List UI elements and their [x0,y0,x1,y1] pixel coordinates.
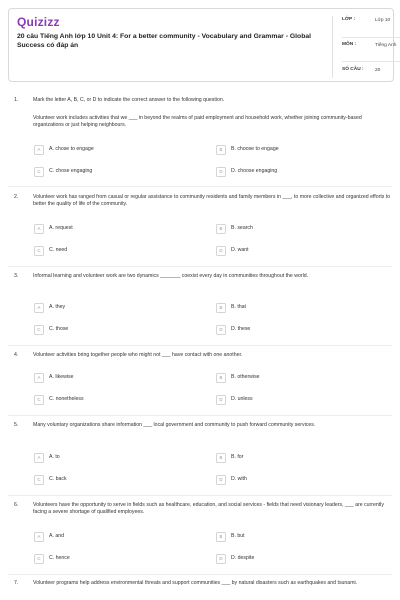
question-number: 2. [14,194,19,200]
option-letter-box: B [216,532,226,542]
option-text: A. request [49,225,73,231]
option-letter-box: A [34,145,44,155]
option-text: C. nonetheless [49,396,84,402]
question-divider [8,186,392,187]
option-letter-box: C [34,325,44,335]
question-text: Volunteers have the opportunity to serve in fields such as healthcare, education, and social services - fields that need visionary leaders, ___ are currently facing a severe shortage of qualified employees. [33,502,384,515]
quizizz-logo: Quizizz [17,15,60,29]
question-number: 6. [14,502,19,508]
option-letter-box: B [216,453,226,463]
option-letter-box: D [216,325,226,335]
question-number: 5. [14,422,19,428]
question-number: 7. [14,580,19,586]
meta-count-value: 20 [375,68,381,73]
option-letter-box: C [34,167,44,177]
option-text: B. for [231,454,244,460]
header-divider [332,16,333,78]
option-letter-box: A [34,532,44,542]
option-text: D. want [231,247,249,253]
meta-grade-value: Lớp 10 [375,18,391,23]
question-text: Volunteer work includes activities that we ___ in beyond the realms of paid employment and household work, whether joining community-based organizations or just helping neighbours. [33,115,362,128]
option-text: B. that [231,304,246,310]
option-letter-box: B [216,224,226,234]
option-text: D. these [231,326,251,332]
option-text: C. those [49,326,69,332]
option-text: D. unless [231,396,253,402]
option-text: C. back [49,476,67,482]
option-letter-box: A [34,373,44,383]
option-letter-box: D [216,246,226,256]
option-letter-box: A [34,303,44,313]
option-text: A. to [49,454,60,460]
option-text: A. likewise [49,374,74,380]
option-letter-box: C [34,554,44,564]
option-letter-box: B [216,303,226,313]
option-letter-box: D [216,554,226,564]
option-letter-box: D [216,395,226,405]
option-text: C. chose engaging [49,168,93,174]
question-divider [8,415,392,416]
option-text: D. despite [231,555,255,561]
option-letter-box: D [216,167,226,177]
question-instruction: Mark the letter A, B, C, or D to indicate the correct answer to the following question. [33,97,225,103]
question-text: Informal learning and volunteer work are two dynamics _______ coexist every day in communities throughout the world. [33,273,309,279]
meta-subject-value: Tiếng Anh [375,43,397,48]
meta-divider-line [342,37,400,38]
option-text: C. need [49,247,68,253]
question-divider [8,266,392,267]
question-divider [8,574,392,575]
meta-grade-label: LỚP : [342,17,356,22]
question-divider [8,495,392,496]
option-letter-box: C [34,475,44,485]
option-text: B. search [231,225,253,231]
worksheet-header [8,8,397,82]
option-text: C. hence [49,555,70,561]
option-text: B. but [231,533,245,539]
option-letter-box: B [216,145,226,155]
question-divider [8,345,392,346]
meta-count-label: SỐ CÂU : [342,67,364,72]
question-text: Volunteer activities bring together people who might not ___ have contact with one another. [33,352,243,358]
option-text: A. they [49,304,66,310]
question-text: Volunteer programs help address environmental threats and support communities ___ by natural disasters such as earthquakes and tsunami. [33,580,358,586]
option-text: B. choose to engage [231,146,279,152]
option-text: D. with [231,476,247,482]
worksheet-title: 20 câu Tiếng Anh lớp 10 Unit 4: For a better community - Vocabulary and Grammar - Global Success có đáp án [17,33,312,49]
option-letter-box: A [34,453,44,463]
option-letter-box: B [216,373,226,383]
meta-subject-label: MÔN : [342,42,357,47]
option-letter-box: D [216,475,226,485]
question-number: 4. [14,352,19,358]
question-text: Many voluntary organizations share information ___ local government and community to push forward community services. [33,422,316,428]
option-text: B. otherwise [231,374,260,380]
question-number: 3. [14,273,19,279]
option-text: A. chose to engage [49,146,94,152]
option-letter-box: C [34,246,44,256]
question-text: Volunteer work has ranged from casual or regular assistance to community residents and family members in ___, to more collective and organized efforts to better the quality of life of the community. [33,194,391,207]
option-letter-box: A [34,224,44,234]
option-text: A. and [49,533,64,539]
option-letter-box: C [34,395,44,405]
question-number: 1. [14,97,19,103]
meta-divider-line [342,61,400,62]
option-text: D. choose engaging [231,168,278,174]
